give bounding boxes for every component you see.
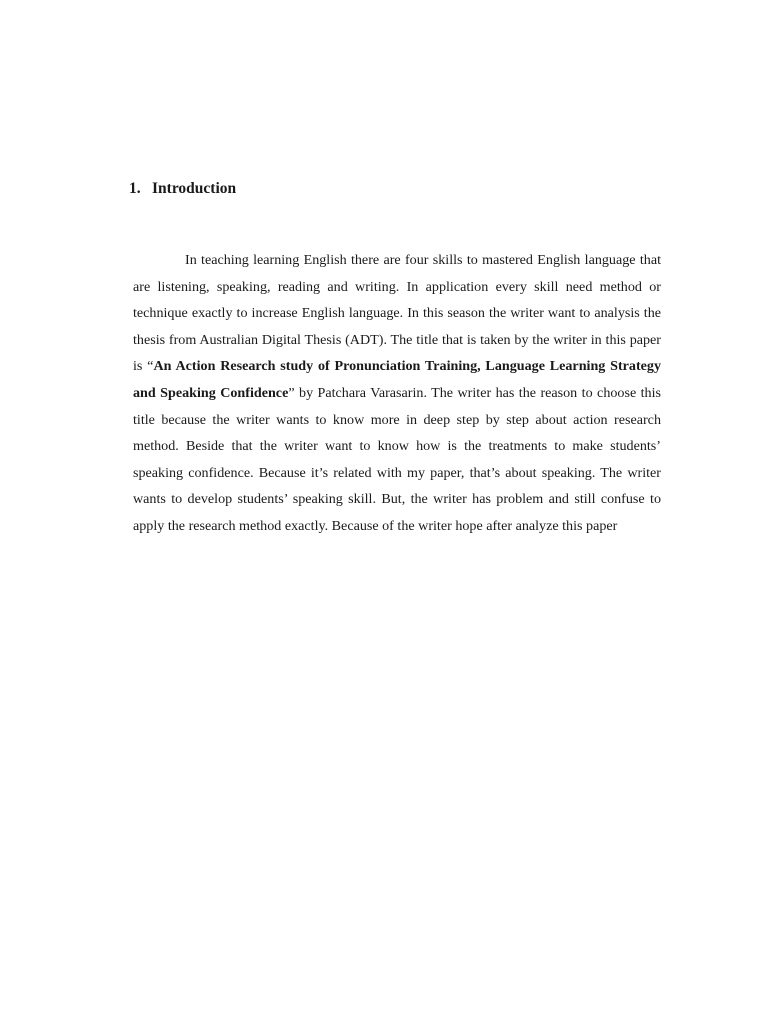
introduction-paragraph	[133, 247, 661, 540]
section-heading	[129, 180, 236, 198]
section-number: 1.	[129, 180, 141, 197]
section-title: Introduction	[152, 180, 237, 197]
paragraph-text-start: In teaching learning English there are four skills to mastered English language that are listening, speaking, reading and writing. In application every skill need method or technique exactly to increase English language. In this season the writer want to analysis the thesis from Australian Digital Thesis (ADT). The title that is taken by the writer in this paper is “	[133, 252, 661, 375]
thesis-title: An Action Research study of Pronunciation Training, Language Learning Strategy and Speaking Confidence	[133, 358, 661, 401]
paragraph-text-end: ” by Patchara Varasarin. The writer has the reason to choose this title because the writer wants to know more in deep step by step about action research method. Beside that the writer want to know how is the treatments to make students’ speaking confidence. Because it’s related with my paper, that’s about speaking. The writer wants to develop students’ speaking skill. But, the writer has problem and still confuse to apply the research method exactly. Because of the writer hope after analyze this paper	[133, 384, 661, 534]
